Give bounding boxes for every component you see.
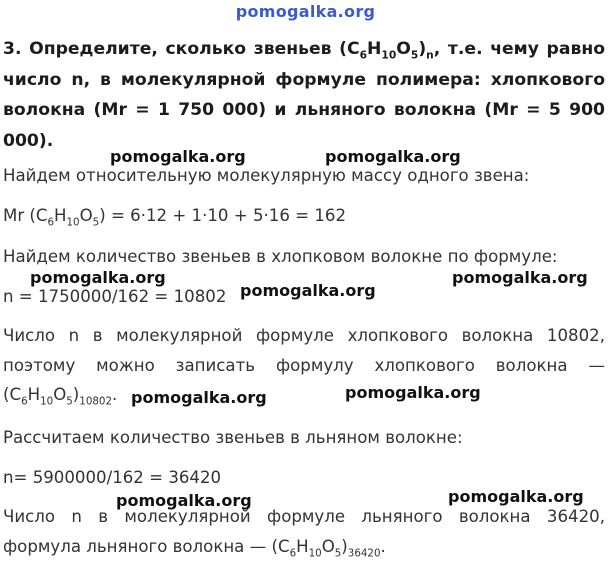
watermark-text: pomogalka.org xyxy=(110,147,246,166)
watermark-text: pomogalka.org xyxy=(452,268,588,287)
subscript: 6 xyxy=(47,216,55,229)
watermark-text: pomogalka.org xyxy=(325,147,461,166)
subscript: 10802 xyxy=(79,395,112,408)
formula-text: O xyxy=(79,206,93,225)
watermark-text: pomogalka.org xyxy=(345,383,481,402)
subscript: n xyxy=(426,48,434,62)
subscript: 5 xyxy=(92,216,100,229)
paragraph-linen-result xyxy=(3,502,605,561)
formula-molar-mass xyxy=(3,206,347,229)
subscript: 6 xyxy=(289,546,297,559)
paragraph-text: O xyxy=(53,385,67,404)
task-statement xyxy=(3,34,605,156)
formula-text: H xyxy=(54,206,67,225)
subscript: 10 xyxy=(40,395,54,408)
paragraph-cotton-result xyxy=(3,321,605,410)
step-cotton-count: Найдем количество звеньев в хлопковом волокне по формуле: xyxy=(3,247,558,266)
subscript: 5 xyxy=(334,546,342,559)
header-watermark: pomogalka.org xyxy=(235,2,376,21)
task-text: 3. Определите, сколько звеньев (C xyxy=(3,39,360,59)
task-text: , т.е. чему равно число n, в молекулярной формуле полимера: хлопкового волокна (Mr = 1 750 000) и льняного волокна (Mr = 5 900 000). xyxy=(3,39,606,151)
task-text: H xyxy=(367,39,382,59)
subscript: 10 xyxy=(308,546,322,559)
task-text: O xyxy=(396,39,411,59)
paragraph-text: . xyxy=(112,385,118,404)
watermark-text: pomogalka.org xyxy=(448,487,584,506)
subscript: 6 xyxy=(359,48,368,62)
paragraph-text: ) xyxy=(341,536,348,556)
paragraph-text: O xyxy=(321,536,335,556)
watermark-text: pomogalka.org xyxy=(116,491,252,510)
paragraph-text: . xyxy=(380,536,386,556)
paragraph-text: ) xyxy=(72,385,80,404)
subscript: 5 xyxy=(410,48,419,62)
paragraph-text: Число n в молекулярной формуле хлопкового волокна 10802, поэтому можно записать формулу хлопкового волокна — (C xyxy=(3,326,605,404)
watermark-text: pomogalka.org xyxy=(240,281,376,300)
subscript: 10 xyxy=(381,48,397,62)
step-linen-count: Рассчитаем количество звеньев в льняном волокне: xyxy=(3,428,463,447)
step-find-molar-mass: Найдем относительную молекулярную массу одного звена: xyxy=(3,166,530,185)
paragraph-text: H xyxy=(296,536,309,556)
subscript: 6 xyxy=(21,395,28,408)
watermark-text: pomogalka.org xyxy=(131,388,267,407)
calc-cotton: n = 1750000/162 = 10802 xyxy=(3,287,227,306)
paragraph-text: H xyxy=(27,385,41,404)
task-text: ) xyxy=(418,39,427,59)
calc-linen: n= 5900000/162 = 36420 xyxy=(3,468,222,487)
formula-text: Mr (C xyxy=(3,206,48,225)
formula-text: ) = 6·12 + 1·10 + 5·16 = 162 xyxy=(99,206,347,225)
subscript: 5 xyxy=(66,395,73,408)
watermark-text: pomogalka.org xyxy=(30,268,166,287)
subscript: 10 xyxy=(66,216,80,229)
subscript: 36420 xyxy=(347,546,381,559)
paragraph-text: Число n в молекулярной формуле льняного волокна 36420, формула льняного волокна — (C xyxy=(3,507,605,556)
